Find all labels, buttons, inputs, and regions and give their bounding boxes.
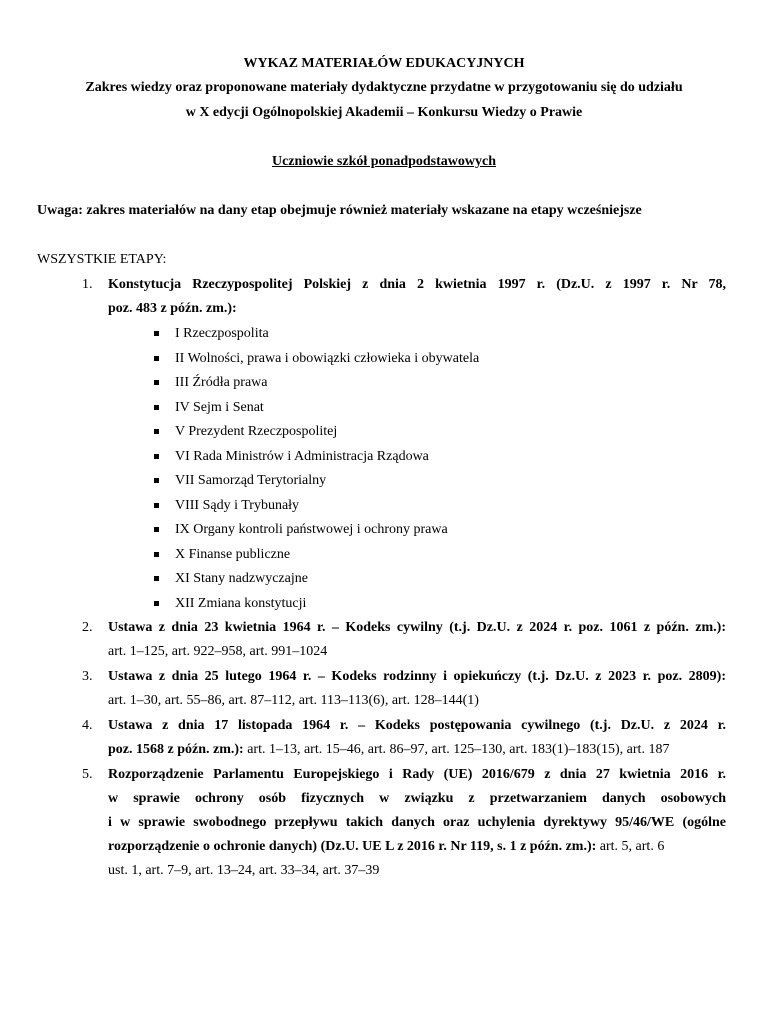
item-title-line-3: i w sprawie swobodnego przepływu takich danych oraz uchylenia dyrektywy 95/46/WE (ogólne — [108, 815, 726, 830]
list-item: V Prezydent Rzeczpospolitej — [0, 420, 768, 444]
list-item: XI Stany nadzwyczajne — [0, 567, 768, 591]
item-articles: art. 1–30, art. 55–86, art. 87–112, art. 113–113(6), art. 128–144(1) — [108, 693, 479, 708]
document-title: WYKAZ MATERIAŁÓW EDUKACYJNYCH — [243, 56, 525, 71]
list-item: III Źródła prawa — [0, 371, 768, 395]
bullet-square-icon — [154, 331, 159, 336]
item-title-line-2: poz. 1568 z późn. zm.): art. 1–13, art. 15–46, art. 86–97, art. 125–130, art. 183(1)–183(15), art. 187 — [108, 742, 670, 757]
item-number: 2. — [82, 620, 93, 635]
list-item: VII Samorząd Terytorialny — [0, 469, 768, 493]
bullet-square-icon — [154, 454, 159, 459]
note-text: Uwaga: zakres materiałów na dany etap obejmuje również materiały wskazane na etapy wcześniejsze — [37, 203, 642, 218]
item-articles: art. 1–13, art. 15–46, art. 86–97, art. 125–130, art. 183(1)–183(15), art. 187 — [243, 742, 670, 757]
item-title: Ustawa z dnia 23 kwietnia 1964 r. – Kodeks cywilny (t.j. Dz.U. z 2024 r. poz. 1061 z późn. zm.): — [108, 620, 726, 635]
bullet-square-icon — [154, 478, 159, 483]
list-item: X Finanse publiczne — [0, 543, 768, 567]
list-item: IX Organy kontroli państwowej i ochrony prawa — [0, 518, 768, 542]
bullet-square-icon — [154, 380, 159, 385]
item-title-line-1: Rozporządzenie Parlamentu Europejskiego i Rady (UE) 2016/679 z dnia 27 kwietnia 2016 r. — [108, 767, 726, 782]
item-number: 5. — [82, 767, 93, 782]
scope-line-1: Zakres wiedzy oraz proponowane materiały dydaktyczne przydatne w przygotowaniu się do udziału — [85, 80, 683, 95]
bullet-square-icon — [154, 356, 159, 361]
list-item: VIII Sądy i Trybunały — [0, 494, 768, 518]
bullet-square-icon — [154, 552, 159, 557]
audience-subtitle: Uczniowie szkół ponadpodstawowych — [271, 154, 497, 169]
item-articles: art. 5, art. 6 — [596, 839, 665, 854]
item-title-line-1: Konstytucja Rzeczypospolitej Polskiej z dnia 2 kwietnia 1997 r. (Dz.U. z 1997 r. Nr 78, — [108, 277, 726, 292]
item-title: Ustawa z dnia 25 lutego 1964 r. – Kodeks rodzinny i opiekuńczy (t.j. Dz.U. z 2023 r. poz. 2809): — [108, 669, 726, 684]
list-item: IV Sejm i Senat — [0, 396, 768, 420]
list-item: XII Zmiana konstytucji — [0, 592, 768, 616]
all-stages-label: WSZYSTKIE ETAPY: — [37, 252, 167, 267]
bullet-square-icon — [154, 429, 159, 434]
item-number: 3. — [82, 669, 93, 684]
item-title-line-1: Ustawa z dnia 17 listopada 1964 r. – Kodeks postępowania cywilnego (t.j. Dz.U. z 2024 r. — [108, 718, 726, 733]
scope-line-2: w X edycji Ogólnopolskiej Akademii – Konkursu Wiedzy o Prawie — [185, 105, 583, 120]
item-title-line-4: rozporządzenie o ochronie danych) (Dz.U. UE L z 2016 r. Nr 119, s. 1 z późn. zm.): art. 5, art. 6 — [108, 839, 665, 854]
item-articles: art. 1–125, art. 922–958, art. 991–1024 — [108, 644, 328, 659]
list-item: I Rzeczpospolita — [0, 322, 768, 346]
item-articles-continued: ust. 1, art. 7–9, art. 13–24, art. 33–34, art. 37–39 — [108, 863, 380, 878]
bullet-square-icon — [154, 527, 159, 532]
item-title-line-2: poz. 483 z późn. zm.): — [108, 301, 237, 316]
item-number: 1. — [82, 277, 93, 292]
list-item: VI Rada Ministrów i Administracja Rządowa — [0, 445, 768, 469]
bullet-square-icon — [154, 601, 159, 606]
item-number: 4. — [82, 718, 93, 733]
list-item: II Wolności, prawa i obowiązki człowieka i obywatela — [0, 347, 768, 371]
item-title-line-2: w sprawie ochrony osób fizycznych w związku z przetwarzaniem danych osobowych — [108, 791, 726, 806]
bullet-square-icon — [154, 503, 159, 508]
bullet-square-icon — [154, 576, 159, 581]
bullet-square-icon — [154, 405, 159, 410]
